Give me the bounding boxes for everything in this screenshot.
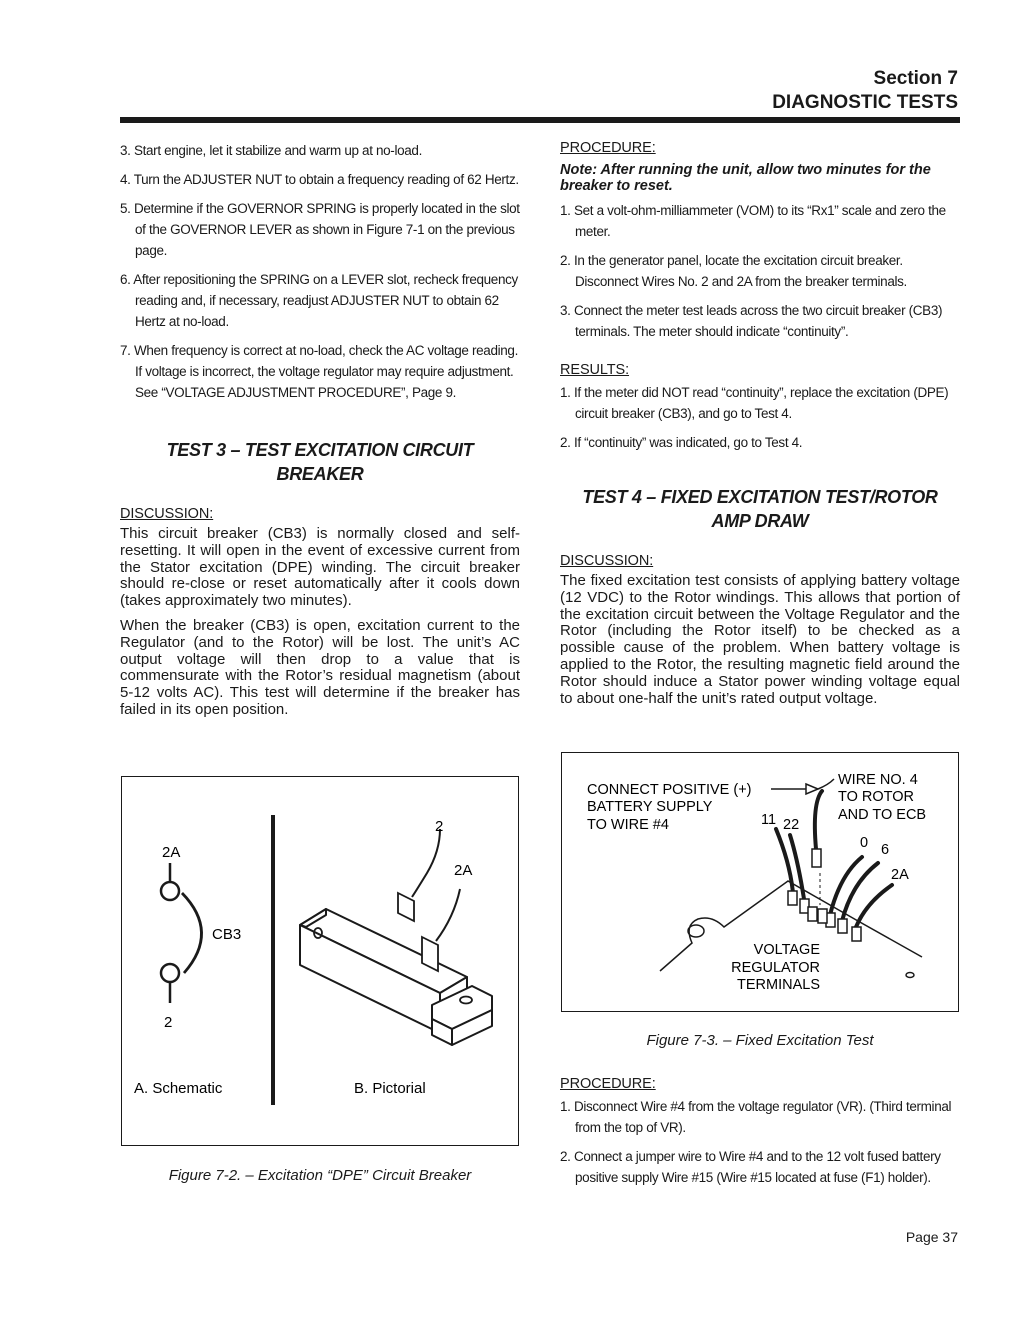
test3-results-label: RESULTS: [560, 362, 630, 378]
wire-label-line3: AND TO ECB [838, 807, 927, 823]
figure-7-3 [561, 752, 959, 1012]
vr-label-line3: TERMINALS [737, 977, 820, 993]
wire-2-icon [412, 829, 440, 897]
right-column [560, 140, 960, 715]
procedure-step-1: 1. Set a volt-ohm-milliammeter (VOM) to its “Rx1” scale and zero the meter. [560, 203, 946, 239]
test4-procedure-label: PROCEDURE: [560, 1076, 656, 1092]
figure-7-2-caption: Figure 7-2. – Excitation “DPE” Circuit Breaker [168, 1167, 472, 1184]
fixed-excitation-diagram [562, 753, 958, 1011]
figure-7-3-caption: Figure 7-3. – Fixed Excitation Test [646, 1032, 874, 1049]
test4-title-line2: AMP DRAW [711, 511, 809, 531]
wire-2a-icon [436, 889, 460, 941]
pictorial-label-2a: 2A [454, 862, 473, 879]
step-6: 6. After repositioning the SPRING on a LEVER slot, recheck frequency reading and, if necessary, readjust ADJUSTER NUT to obtain 62 Hertz at no-load. [120, 272, 518, 329]
wire-number-2a: 2A [891, 867, 909, 883]
test3-title [120, 438, 520, 486]
pictorial-label-2: 2 [435, 818, 444, 835]
adjustment-steps [120, 140, 520, 403]
test3-procedure-label: PROCEDURE: [560, 140, 656, 156]
test4-step-2: 2. Connect a jumper wire to Wire #4 and to the 12 volt fused battery positive supply Wire #15 (Wire #15 located at fuse (F1) holder). [560, 1149, 941, 1185]
terminal-2a-icon [161, 882, 179, 900]
pictorial-caption: B. Pictorial [354, 1080, 426, 1097]
procedure-step-3: 3. Connect the meter test leads across the two circuit breaker (CB3) terminals. The meter should indicate “continuity”. [560, 303, 943, 339]
test3-title-line1: TEST 3 – TEST EXCITATION CIRCUIT [166, 440, 474, 460]
result-step-2: 2. If “continuity” was indicated, go to Test 4. [560, 435, 803, 450]
breaker-diagram [122, 777, 518, 1145]
result-step-1: 1. If the meter did NOT read “continuity”, replace the excitation (DPE) circuit breaker (CB3), and go to Test 4. [560, 385, 949, 421]
test3-title-line2: BREAKER [276, 464, 364, 484]
procedure-step-2: 2. In the generator panel, locate the excitation circuit breaker. Disconnect Wires No. 2 and 2A from the breaker terminals. [560, 253, 907, 289]
test4-discussion-p1: The fixed excitation test consists of applying battery voltage (12 VDC) to the Rotor windings. This allows that portion of the excitation circuit between the Voltage Regulator and the Rotor (including the Rotor itself) to be checked as a possible cause of the problem. When battery voltage is applied to the Rotor, the resulting magnetic field around the Rotor should induce a Stator power winding voltage equal to about one-half the unit’s rated output voltage. [560, 572, 960, 707]
wire-number-0: 0 [860, 835, 869, 851]
wire-number-6: 6 [881, 842, 890, 858]
schematic-label-2a: 2A [162, 844, 181, 861]
step-4: 4. Turn the ADJUSTER NUT to obtain a frequency reading of 62 Hertz. [120, 172, 519, 187]
procedure-note: Note: After running the unit, allow two minutes for the breaker to reset. [560, 162, 931, 194]
page-number: Page 37 [905, 1229, 958, 1245]
test3-procedure-steps [560, 200, 960, 342]
vr-label-line1: VOLTAGE [753, 942, 820, 958]
step-7: 7. When frequency is correct at no-load, check the AC voltage reading. If voltage is incorrect, the voltage regulator may require adjustment. See “VOLTAGE ADJUSTMENT PROCEDURE”, Page 9. [120, 343, 518, 400]
test3-discussion-p2: When the breaker (CB3) is open, excitation current to the Regulator (and to the Rotor) will be lost. The unit’s AC output voltage will then drop to a value that is commensurate with the Rotor’s residual magnetism (about 5-12 volts AC). This test will determine if the breaker has failed in its open position. [120, 616, 520, 718]
step-3: 3. Start engine, let it stabilize and warm up at no-load. [120, 143, 422, 158]
vr-label-line2: REGULATOR [731, 960, 820, 976]
test4-procedure [560, 1076, 960, 1196]
figure-7-2 [121, 776, 519, 1146]
schematic-label-cb3: CB3 [212, 926, 242, 943]
test4-title-line1: TEST 4 – FIXED EXCITATION TEST/ROTOR [582, 487, 938, 507]
test3-results-steps [560, 382, 960, 453]
test4-procedure-steps [560, 1096, 960, 1188]
test3-discussion-p1: This circuit breaker (CB3) is normally closed and self-resetting. It will open in the event of excessive current from the Stator excitation (DPE) winding. The circuit breaker should re-close or reset automatically after it cools down (takes approximately two minutes). [120, 525, 520, 610]
test3-discussion-label: DISCUSSION: [120, 506, 214, 522]
section-number: Section 7 [873, 68, 958, 89]
test4-title [560, 485, 960, 533]
test4-step-1: 1. Disconnect Wire #4 from the voltage regulator (VR). (Third terminal from the top of VR). [560, 1099, 952, 1135]
terminal-2-icon [161, 964, 179, 982]
connect-label-line3: TO WIRE #4 [587, 817, 669, 833]
step-5: 5. Determine if the GOVERNOR SPRING is properly located in the slot of the GOVERNOR LEVER as shown in Figure 7-1 on the previous page. [120, 201, 520, 258]
test4-discussion-label: DISCUSSION: [560, 553, 654, 569]
connect-label-line1: CONNECT POSITIVE (+) [587, 782, 752, 798]
schematic-label-2: 2 [164, 1014, 173, 1031]
section-title: DIAGNOSTIC TESTS [772, 92, 958, 113]
wire-label-line1: WIRE NO. 4 [838, 772, 918, 788]
wire-number-22: 22 [783, 817, 800, 833]
wire-number-11: 11 [761, 812, 777, 828]
wire-label-line2: TO ROTOR [838, 789, 914, 805]
breaker-arc-icon [182, 893, 202, 973]
left-column [120, 140, 520, 727]
connect-label-line2: BATTERY SUPPLY [587, 799, 713, 815]
header-rule [120, 117, 960, 123]
schematic-caption: A. Schematic [134, 1080, 223, 1097]
arrow-icon [771, 779, 834, 794]
breaker-body-icon [300, 909, 492, 1045]
